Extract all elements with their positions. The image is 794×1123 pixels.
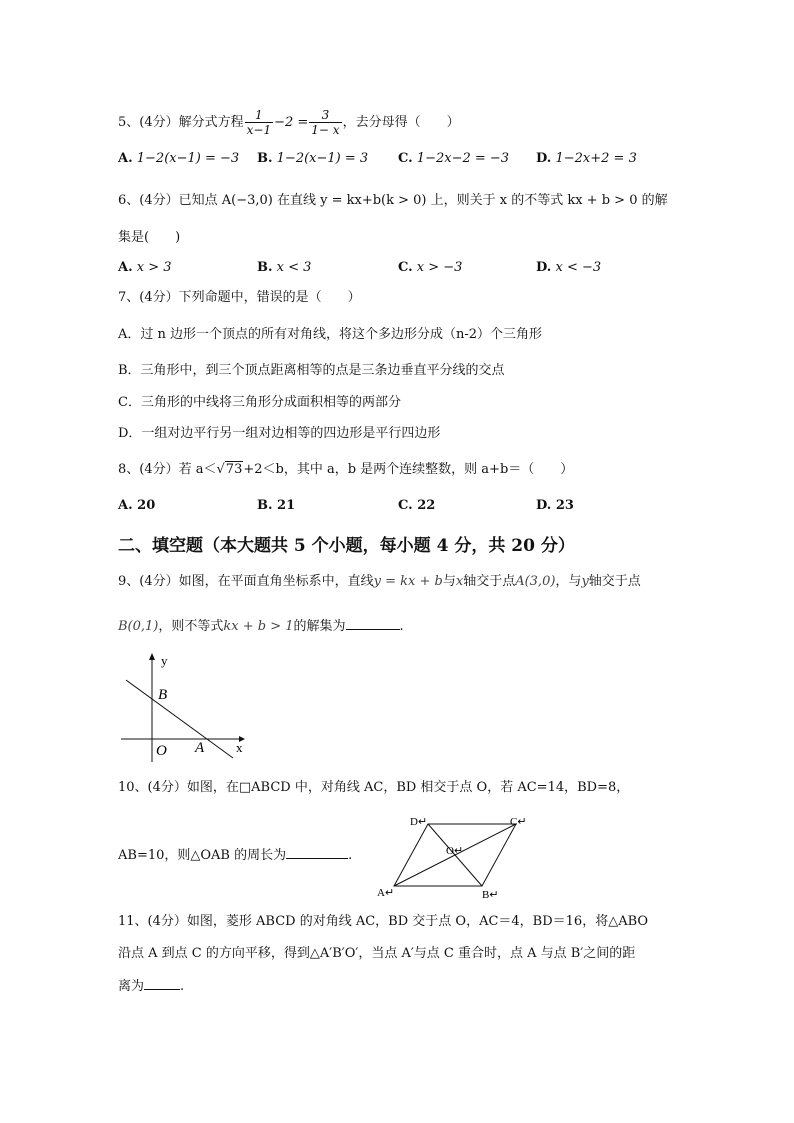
q9-text: 与 [442, 574, 456, 589]
vertex-a-label: A↵ [377, 887, 395, 899]
vertex-c-label: C↵ [510, 816, 527, 828]
q11-stem-line2: 沿点 A 到点 C 的方向平移，得到△A′B′O′，当点 A′与点 C 重合时，点 A 与点 B′之间的距 [118, 946, 636, 961]
q5-prefix: 5、(4分）解分式方程 [118, 115, 244, 130]
option-label: A. [118, 260, 133, 275]
option-label: B. [257, 498, 273, 513]
q6-option-b[interactable] [257, 259, 311, 277]
q5-frac2-den: 1− x [311, 123, 340, 137]
answer-blank[interactable] [144, 977, 180, 990]
q7-option-c[interactable]: C．三角形的中线将三角形分成面积相等的两部分 [118, 395, 401, 410]
q5-option-c[interactable] [398, 150, 509, 168]
q10-stem-line2 [118, 846, 352, 865]
q5-fraction-1 [245, 108, 273, 137]
q5-mid: −2 = [274, 115, 309, 130]
q5-option-b[interactable] [257, 150, 368, 168]
option-text: 23 [555, 498, 574, 513]
point-a-label: A [195, 740, 205, 756]
q9-var-x: x [455, 574, 464, 589]
line-y-kx-b [126, 680, 233, 758]
q6-option-d[interactable] [536, 259, 601, 277]
q5-option-d[interactable] [536, 150, 637, 168]
q11-text: . [180, 979, 185, 994]
q9-point-a: A(3,0) [515, 574, 556, 589]
option-label: C. [398, 151, 413, 166]
q9-point-b: B(0,1) [118, 619, 159, 634]
y-axis-arrow-icon [149, 653, 155, 660]
q9-coordinate-figure [115, 650, 250, 768]
option-text: x < −3 [555, 260, 602, 275]
q8-option-a[interactable] [118, 497, 155, 515]
q11-text: 离为 [118, 979, 145, 994]
q5-stem [118, 108, 460, 137]
option-text: 21 [277, 498, 296, 513]
section-heading: 二、填空题（本大题共 5 个小题，每小题 4 分，共 20 分） [118, 536, 575, 556]
answer-blank[interactable] [346, 617, 400, 630]
center-o-label: O↵ [446, 845, 464, 857]
q8-prefix: 8、(4分）若 a＜ [118, 462, 217, 477]
q6-option-a[interactable] [118, 259, 172, 277]
option-label: C. [398, 498, 413, 513]
q5-fraction-2 [309, 108, 341, 137]
q7-stem: 7、(4分）下列命题中，错误的是（ ） [118, 290, 361, 305]
q5-option-a[interactable] [118, 150, 239, 168]
q10-text: . [348, 848, 353, 863]
option-text: 20 [137, 498, 156, 513]
point-b-label: B [158, 687, 168, 703]
option-text: 1−2x−2 = −3 [416, 151, 510, 166]
option-text: x > −3 [416, 260, 463, 275]
q5-frac1-num: 1 [245, 108, 273, 123]
y-axis-label: y [161, 653, 168, 668]
q6-stem-line1: 6、(4分）已知点 A(−3,0) 在直线 y = kx+b(k > 0) 上，则关于 x 的不等式 kx + b > 0 的解 [118, 193, 668, 208]
vertex-b-label: B↵ [482, 889, 499, 901]
q8-option-d[interactable] [536, 497, 574, 515]
q7-option-a[interactable]: A．过 n 边形一个顶点的所有对角线，将这个多边形分成（n-2）个三角形 [118, 327, 543, 342]
vertex-d-label: D↵ [410, 816, 428, 828]
q8-radicand: 73 [225, 462, 243, 477]
q9-inequality: kx + b > 1 [223, 619, 294, 634]
q9-text: . [399, 619, 404, 634]
q5-suffix: ，去分母得（ ） [342, 115, 460, 130]
q9-text: 9、(4分）如图，在平面直角坐标系中，直线 [118, 574, 374, 589]
q5-frac1-den: x−1 [246, 123, 272, 137]
q9-text: 轴交于点 [463, 574, 516, 589]
option-label: A. [118, 151, 133, 166]
q11-stem-line1: 11、(4分）如图，菱形 ABCD 的对角线 AC，BD 交于点 O，AC＝4，BD＝16，将△ABO [118, 914, 649, 929]
option-label: D. [536, 498, 552, 513]
option-text: 1−2(x−1) = 3 [276, 151, 369, 166]
q6-stem-line2: 集是( ) [118, 230, 181, 245]
q10-parallelogram-figure [370, 810, 540, 902]
option-label: B. [257, 260, 273, 275]
option-text: 1−2(x−1) = −3 [136, 151, 240, 166]
q9-stem-line1 [118, 573, 641, 591]
option-text: 1−2x+2 = 3 [555, 151, 637, 166]
answer-blank[interactable] [286, 846, 348, 859]
q9-text: 的解集为 [293, 619, 346, 634]
q6-option-c[interactable] [398, 259, 462, 277]
q8-stem [118, 461, 573, 479]
q10-text: AB=10，则△OAB 的周长为 [118, 848, 287, 863]
q9-text: 轴交于点 [588, 574, 641, 589]
q9-equation: y = kx + b [373, 574, 443, 589]
option-label: B. [257, 151, 273, 166]
x-axis-label: x [236, 740, 243, 755]
option-text: x > 3 [136, 260, 172, 275]
q7-option-d[interactable]: D．一组对边平行另一组对边相等的四边形是平行四边形 [118, 426, 441, 441]
option-label: C. [398, 260, 413, 275]
option-label: D. [536, 151, 552, 166]
q8-suffix: +2＜b，其中 a，b 是两个连续整数，则 a+b＝（ ） [243, 462, 574, 477]
q9-text: ，则不等式 [158, 619, 224, 634]
radical-sign-icon: √ [216, 462, 225, 477]
q11-stem-line3 [118, 977, 184, 996]
q9-text: ，与 [555, 574, 582, 589]
option-text: x < 3 [276, 260, 312, 275]
q10-stem-line1: 10、(4分）如图，在□ABCD 中，对角线 AC，BD 相交于点 O，若 AC=14，BD=8， [118, 780, 630, 795]
q9-stem-line2 [118, 617, 404, 636]
option-text: 22 [417, 498, 436, 513]
option-label: A. [118, 498, 133, 513]
q5-frac2-num: 3 [309, 108, 341, 123]
q9-var-y: y [581, 574, 589, 589]
q8-option-c[interactable] [398, 497, 435, 515]
option-label: D. [536, 260, 552, 275]
q7-option-b[interactable]: B．三角形中，到三个顶点距离相等的点是三条边垂直平分线的交点 [118, 363, 505, 378]
q8-option-b[interactable] [257, 497, 295, 515]
origin-label: O [156, 743, 167, 759]
